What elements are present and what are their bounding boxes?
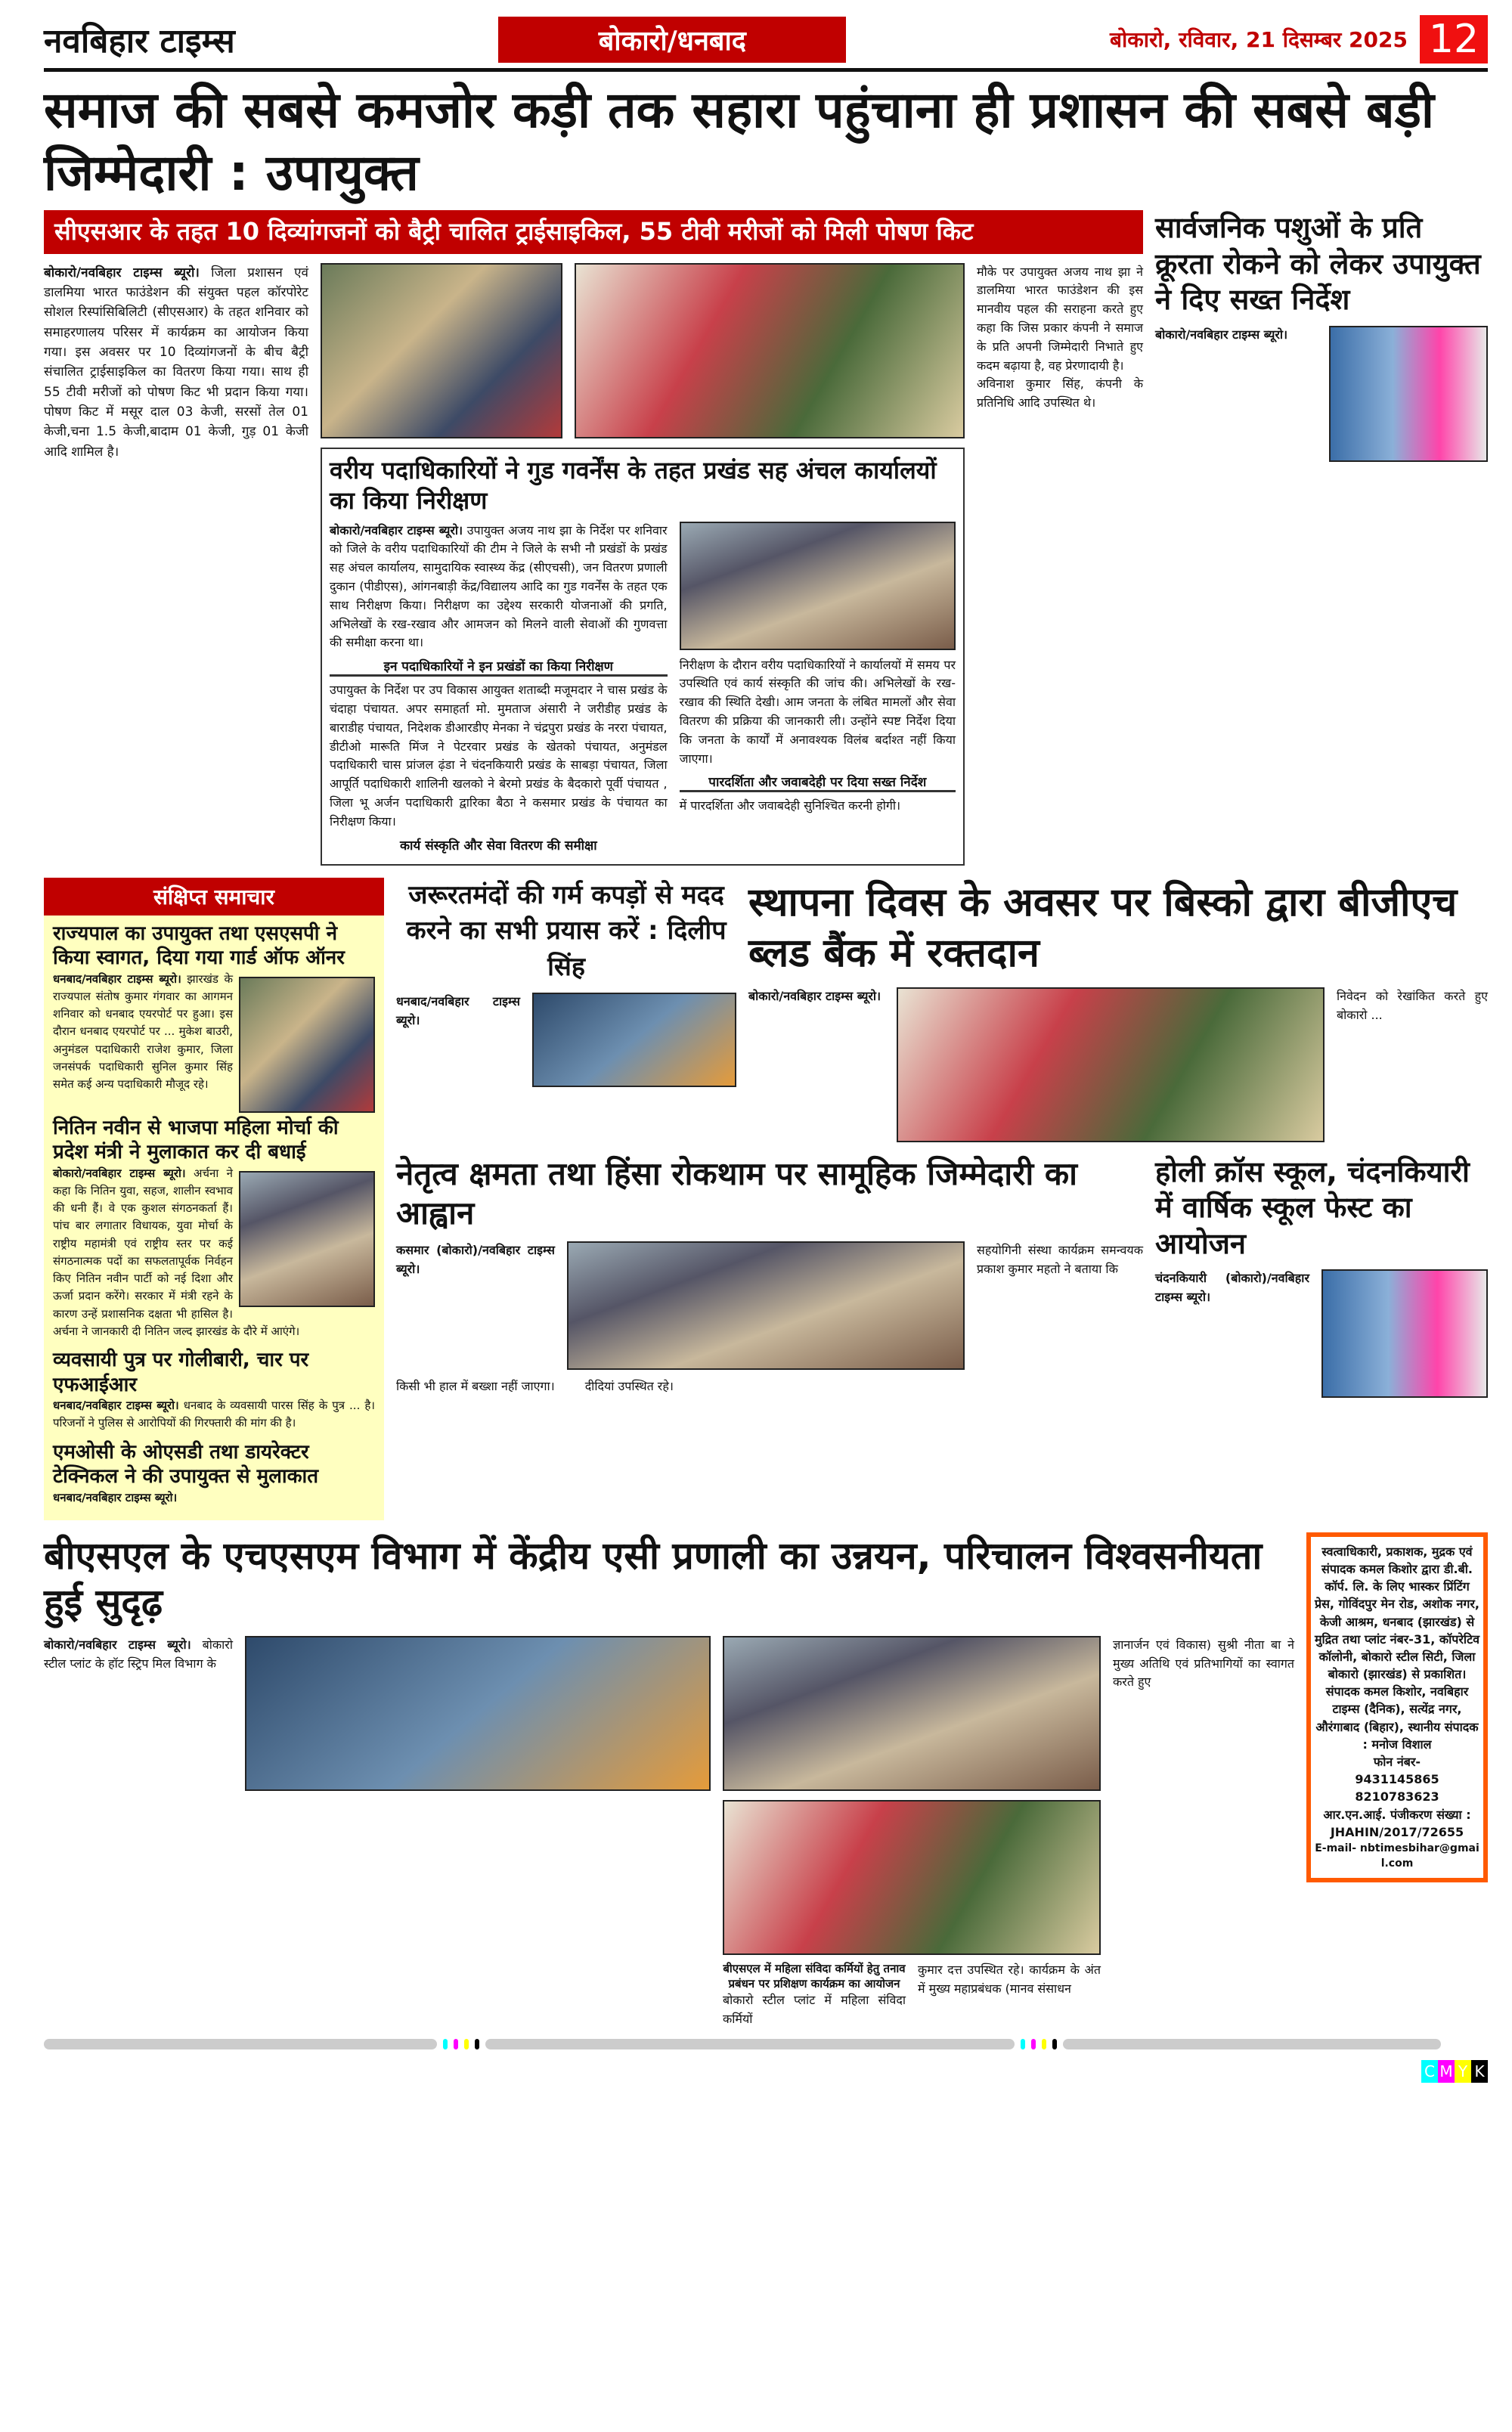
bsl-photo-workers	[245, 1636, 711, 1791]
imprint-phone-label: फोन नंबर-	[1373, 1755, 1421, 1770]
brief-headline: एमओसी के ओएसडी तथा डायरेक्टर टेक्निकल ने की उपायुक्त से मुलाकात	[53, 1440, 319, 1489]
lead-subheadline: सीएसआर के तहत 10 दिव्यांगजनों को बैट्री चालित ट्राईसाइकिल, 55 टीवी मरीजों को मिली पोषण किट	[44, 210, 1143, 254]
lead-area	[44, 210, 1143, 866]
clothes-photo	[532, 993, 736, 1087]
bsl-side-headline: बीएसएल में महिला संविदा कर्मियों हेतु तनाव प्रबंधन पर प्रशिक्षण कार्यक्रम का आयोजन	[723, 1961, 906, 1991]
brief-dateline: बोकारो/नवबिहार टाइम्स ब्यूरो।	[53, 1166, 186, 1180]
masthead-title: नवबिहार टाइम्स	[44, 22, 235, 60]
lead-text: जिला प्रशासन एवं डालमिया भारत फाउंडेशन की संयुक्त पहल कॉरपोरेट सोशल रिस्पांसिबिलिटी (सीएसआर) के तहत शनिवार को समाहरणालय परिसर में कार्यक्रम का आयोजन किया गया। इस अवसर पर 10 दिव्यांगजनों के बीच बैट्री संचालित ट्राईसाइकिल का वितरण किया गया। साथ ही 55 टीवी मरीजों को पोषण किट भी प्रदान किया गया। पोषण किट में मसूर दाल 03 केजी, सरसों तेल 01 केजी,चना 1.5 केजी,बादाम 01 केजी, गुड़ 01 केजी आदि शामिल है।	[44, 265, 308, 460]
bsl-col4-text: ज्ञानार्जन एवं विकास) सुश्री नीता बा ने मुख्य अतिथि एवं प्रतिभागियों का स्वागत करते हुए	[1113, 1637, 1294, 1690]
leadership-headline: नेतृत्व क्षमता तथा हिंसा रोकथाम पर सामूहिक जिम्मेदारी का आह्वान	[396, 1154, 1077, 1232]
brief-headline: नितिन नवीन से भाजपा महिला मोर्चा की प्रदेश मंत्री ने मुलाकात कर दी बधाई	[53, 1116, 339, 1164]
bottom-section	[44, 1532, 1488, 2029]
bsl-body	[44, 1636, 233, 1674]
holycross-headline: होली क्रॉस स्कूल, चंदनकियारी में वार्षिक स्कूल फेस्ट का आयोजन	[1155, 1154, 1470, 1260]
briefs-title: संक्षिप्त समाचार	[44, 878, 384, 915]
blood-headline: स्थापना दिवस के अवसर पर बिस्को द्वारा बीजीएच ब्लड बैंक में रक्तदान	[748, 879, 1458, 977]
imprint-email: E-mail- nbtimesbihar@gmail.com	[1315, 1842, 1479, 1870]
brief-headline: राज्यपाल का उपायुक्त तथा एसएसपी ने किया स्वागत, दिया गया गार्ड ऑफ ऑनर	[53, 922, 345, 970]
bsl-side-body: बोकारो स्टील प्लांट में महिला संविदा कर्मियों	[723, 1992, 906, 2026]
registration-dot-cyan	[443, 2039, 448, 2049]
holycross-body	[1155, 1269, 1309, 1307]
leadership-body	[396, 1241, 555, 1279]
top-section	[44, 210, 1488, 866]
brief-photo-governor	[239, 977, 375, 1113]
imprint-box	[1306, 1532, 1488, 1882]
governance-photo	[680, 522, 956, 650]
holycross-story	[1155, 1154, 1488, 1399]
registration-dot-yellow	[1042, 2039, 1046, 2049]
governance-body	[330, 522, 668, 653]
lead-dateline: बोकारो/नवबिहार टाइम्स ब्यूरो।	[44, 265, 200, 280]
bsl-story	[44, 1532, 1294, 2029]
brief-text: अर्चना ने कहा कि नितिन युवा, सहज, शालीन स्वभाव की धनी हैं। वे एक कुशल संगठनकर्ता हैं। पांच बार लगातार विधायक, युवा मोर्चा के राष्ट्रीय महामंत्री एवं राष्ट्रीय स्तर पर कई संगठनात्मक पदों का सफलतापूर्वक निर्वहन किए नितिन नवीन पार्टी को नई दिशा और ऊर्जा प्रदान करेंगे। सरकार में मंत्री रहने के कारण उन्हें प्रशासनिक दक्षता भी हासिल है। अर्चना ने जानकारी दी नितिन जल्द झारखंड के दौरे में आएंगे।	[53, 1166, 300, 1338]
governance-text: उपायुक्त अजय नाथ झा के निर्देश पर शनिवार को जिले के वरीय पदाधिकारियों की टीम ने जिले के सभी नौ प्रखंडों के प्रखंड सह अंचल कार्यालय, सामुदायिक स्वास्थ्य केंद्र (सीएचसी), जन वितरण प्रणाली दुकान (पीडीएस), आंगनबाड़ी केंद्र/विद्यालय आदि का गुड गवर्नेंस के तहत एक साथ निरीक्षण किया। निरीक्षण का उद्देश्य सरकारी योजनाओं की प्रगति, अभिलेखों के रख-रखाव और आमजन को मिलने वाली सेवाओं की गुणवत्ता की समीक्षा करना था।	[330, 522, 668, 650]
governance-story	[321, 448, 965, 866]
leadership-end-text: किसी भी हाल में बख्शा नहीं जाएगा।	[396, 1378, 555, 1393]
brief-photo-meeting	[239, 1171, 375, 1307]
clothes-dateline: धनबाद/नवबिहार टाइम्स ब्यूरो।	[396, 994, 520, 1028]
brief-dateline: धनबाद/नवबिहार टाइम्स ब्यूरो।	[53, 971, 181, 986]
governance-headline: वरीय पदाधिकारियों ने गुड गवर्नेंस के तहत प्रखंड सह अंचल कार्यालयों का किया निरीक्षण	[330, 455, 937, 515]
briefs-column	[44, 878, 384, 1520]
date-and-page	[1110, 15, 1488, 64]
governance-text-3: निरीक्षण के दौरान वरीय पदाधिकारियों ने कार्यालयों में समय पर उपस्थिति एवं कार्य संस्कृति की जांच की। अभिलेखों के रख-रखाव की स्थिति देखी। आम जनता के लंबित मामलों और सेवा वितरण की प्रक्रिया की जानकारी ली। उन्होंने स्पष्ट निर्देश दिया कि जनता के कार्यों में अनावश्यक विलंब बर्दाश्त नहीं किया जाएगा।	[679, 657, 956, 766]
clothes-headline: जरूरतमंदों की गर्म कपड़ों से मदद करने का सभी प्रयास करें : दिलीप सिंह	[406, 879, 727, 982]
registration-dot-black	[475, 2039, 479, 2049]
lead-headline: समाज की सबसे कमजोर कड़ी तक सहारा पहुंचाना ही प्रशासन की सबसे बड़ी जिम्मेदारी : उपायुक्त	[44, 81, 1435, 202]
leadership-story	[396, 1154, 1143, 1396]
lead-continued-text: मौके पर उपायुक्त अजय नाथ झा ने डालमिया भारत फाउंडेशन की इस मानवीय पहल की सराहना करते हुए कहा कि जिस प्रकार कंपनी ने समाज के प्रति अपनी जिम्मेदारी निभाते हुए कदम बढ़ाया है, वह प्रेरणादायी है।	[977, 264, 1143, 373]
governance-subhead-1: इन पदाधिकारियों ने इन प्रखंडों का किया निरीक्षण	[330, 657, 668, 677]
animals-story	[1155, 210, 1488, 462]
lead-end-text: अविनाश कुमार सिंह, कंपनी के प्रतिनिधि आदि उपस्थित थे।	[977, 376, 1143, 410]
bsl-side-body-2: कुमार दत्त उपस्थित रहे। कार्यक्रम के अंत में मुख्य महाप्रबंधक (मानव संसाधन	[918, 1962, 1101, 1996]
imprint-rni: आर.एन.आई. पंजीकरण संख्या : JHAHIN/2017/72655	[1323, 1807, 1471, 1839]
governance-subhead-3: कार्य संस्कृति और सेवा वितरण की समीक्षा	[399, 838, 597, 854]
holycross-photo	[1321, 1269, 1488, 1398]
animals-headline: सार्वजनिक पशुओं के प्रति क्रूरता रोकने को लेकर उपायुक्त ने दिए सख्त निर्देश	[1155, 211, 1481, 316]
bsl-side-story	[723, 1636, 1101, 2029]
imprint-text: स्वत्वाधिकारी, प्रकाशक, मुद्रक एवं संपादक कमल किशोर द्वारा डी.बी. कॉर्प. लि. के लिए भास्कर प्रिंटिंग प्रेस, गोविंदपुर मेन रोड, अशोक नगर, केजी आश्रम, धनबाद (झारखंड) से मुद्रित तथा प्लांट नंबर-31, कॉपरेटिव कॉलोनी, बोकारो स्टील सिटी, जिला बोकारो (झारखंड) से प्रकाशित। संपादक कमल किशोर, नवबिहार टाइम्स (दैनिक), सत्येंद्र नगर, औरंगाबाद (बिहार), स्थानीय संपादक : मनोज विशाल	[1314, 1544, 1480, 1752]
blood-body	[748, 987, 885, 1006]
animals-photo	[1329, 326, 1488, 462]
bsl-headline: बीएसएल के एचएसएम विभाग में केंद्रीय एसी प्रणाली का उन्नयन, परिचालन विश्वसनीयता हुई सुदृढ़	[44, 1533, 1263, 1625]
lead-middle	[321, 263, 965, 866]
animals-dateline: बोकारो/नवबिहार टाइम्स ब्यूरो।	[1155, 327, 1288, 342]
registration-dot-black	[1052, 2039, 1057, 2049]
brief-dateline: धनबाद/नवबिहार टाइम्स ब्यूरो।	[53, 1490, 178, 1504]
cmyk-y: Y	[1455, 2060, 1471, 2083]
governance-dateline: बोकारो/नवबिहार टाइम्स ब्यूरो।	[330, 522, 463, 538]
bsl-text: बोकारो स्टील प्लांट के हॉट स्ट्रिप मिल विभाग के	[44, 1637, 233, 1671]
registration-bar	[44, 2039, 437, 2049]
clothes-body	[396, 993, 520, 1030]
registration-bar	[1063, 2039, 1441, 2049]
lead-photo-tricycles	[321, 263, 562, 438]
blood-dateline: बोकारो/नवबिहार टाइम्स ब्यूरो।	[748, 988, 881, 1003]
registration-marks	[44, 2039, 1488, 2049]
leadership-photo	[567, 1241, 965, 1370]
bsl-photo-mill	[723, 1636, 1101, 1791]
blood-photo	[897, 987, 1325, 1142]
brief-text: झारखंड के राज्यपाल संतोष कुमार गंगवार का आगमन शनिवार को धनबाद एयरपोर्ट पर हुआ। इस दौरान धनबाद एयरपोर्ट पर ... मुकेश बाउरी, अनुमंडल पदाधिकारी राजेश कुमार, जिला जनसंपर्क पदाधिकारी सुनिल कुमार सिंह समेत कई अन्य पदाधिकारी मौजूद रहे।	[53, 971, 233, 1092]
leadership-dateline: कसमार (बोकारो)/नवबिहार टाइम्स ब्यूरो।	[396, 1242, 555, 1276]
registration-bar	[485, 2039, 1015, 2049]
lead-continued	[977, 263, 1143, 413]
bsl-photo-training	[723, 1800, 1101, 1955]
holycross-dateline: चंदनकियारी (बोकारो)/नवबिहार टाइम्स ब्यूरो।	[1155, 1271, 1309, 1305]
clothes-story	[396, 878, 736, 1088]
cmyk-strip	[44, 2060, 1488, 2083]
leadership-body-mid: सहयोगिनी संस्था कार्यक्रम समन्वयक प्रकाश कुमार महतो ने बताया कि	[977, 1242, 1143, 1276]
governance-text-4: में पारदर्शिता और जवाबदेही सुनिश्चित करनी होगी।	[679, 798, 901, 813]
brief-headline: व्यवसायी पुत्र पर गोलीबारी, चार पर एफआईआर	[53, 1349, 309, 1396]
imprint-phone-2: 8210783623	[1355, 1789, 1439, 1805]
cmyk-m: M	[1438, 2060, 1455, 2083]
registration-dot-magenta	[454, 2039, 458, 2049]
cmyk-k: K	[1471, 2060, 1488, 2083]
leadership-end	[396, 1377, 1143, 1396]
middle-section	[44, 878, 1488, 1520]
brief-text: धनबाद के व्यवसायी पारस सिंह के पुत्र ... है। परिजनों ने पुलिस से आरोपियों की गिरफ्तारी की मांग की है।	[53, 1399, 375, 1430]
registration-dot-cyan	[1021, 2039, 1025, 2049]
registration-dot-magenta	[1031, 2039, 1036, 2049]
middle-right	[396, 878, 1488, 1399]
brief-body	[53, 1489, 375, 1507]
brief-body	[53, 1397, 375, 1433]
blood-body-end: निवेदन को रेखांकित करते हुए बोकारो ...	[1337, 988, 1488, 1022]
bsl-dateline: बोकारो/नवबिहार टाइम्स ब्यूरो।	[44, 1637, 191, 1652]
section-label: बोकारो/धनबाद	[498, 17, 846, 63]
edition-date: बोकारो, रविवार, 21 दिसम्बर 2025	[1109, 27, 1408, 52]
blood-story	[748, 878, 1488, 1142]
page-number: 12	[1420, 15, 1488, 64]
lead-body	[44, 263, 308, 462]
cmyk-c: C	[1421, 2060, 1438, 2083]
registration-dot-yellow	[464, 2039, 469, 2049]
animals-body	[1155, 326, 1317, 345]
masthead	[44, 15, 1488, 72]
brief-dateline: धनबाद/नवबिहार टाइम्स ब्यूरो।	[53, 1399, 179, 1413]
governance-text-2: उपायुक्त के निर्देश पर उप विकास आयुक्त शताब्दी मजूमदार ने चास प्रखंड के चंदाहा पंचायत. अपर समाहर्ता मो. मुमताज अंसारी ने जरीडीह प्रखंड के बाराडीह पंचायत, निदेशक डीआरडीए मेनका ने चंद्रपुरा प्रखंड के नररा पंचायत, डीटीओ मारूति मिंज ने पेटरवार प्रखंड के खेतको पंचायत, अनुमंडल पदाधिकारी चास प्रांजल ढ़ंडा ने चंदनकियारी प्रखंड के साबड़ा पंचायत, जिला आपूर्ति पदाधिकारी शालिनी खलको ने बेरमो प्रखंड के बैदकारो पूर्वी पंचायत , जिला भू अर्जन पदाधिकारी द्वारिका बैठा ने कसमार प्रखंड के पंचायत का निरीक्षण किया।	[330, 683, 668, 829]
imprint-phone-1: 9431145865	[1355, 1772, 1439, 1787]
governance-subhead-2: पारदर्शिता और जवाबदेही पर दिया सख्त निर्देश	[680, 773, 956, 792]
leadership-end-text-2: दीदियां उपस्थित रहे।	[584, 1378, 674, 1393]
lead-photo-nutrition-kits	[575, 263, 965, 438]
